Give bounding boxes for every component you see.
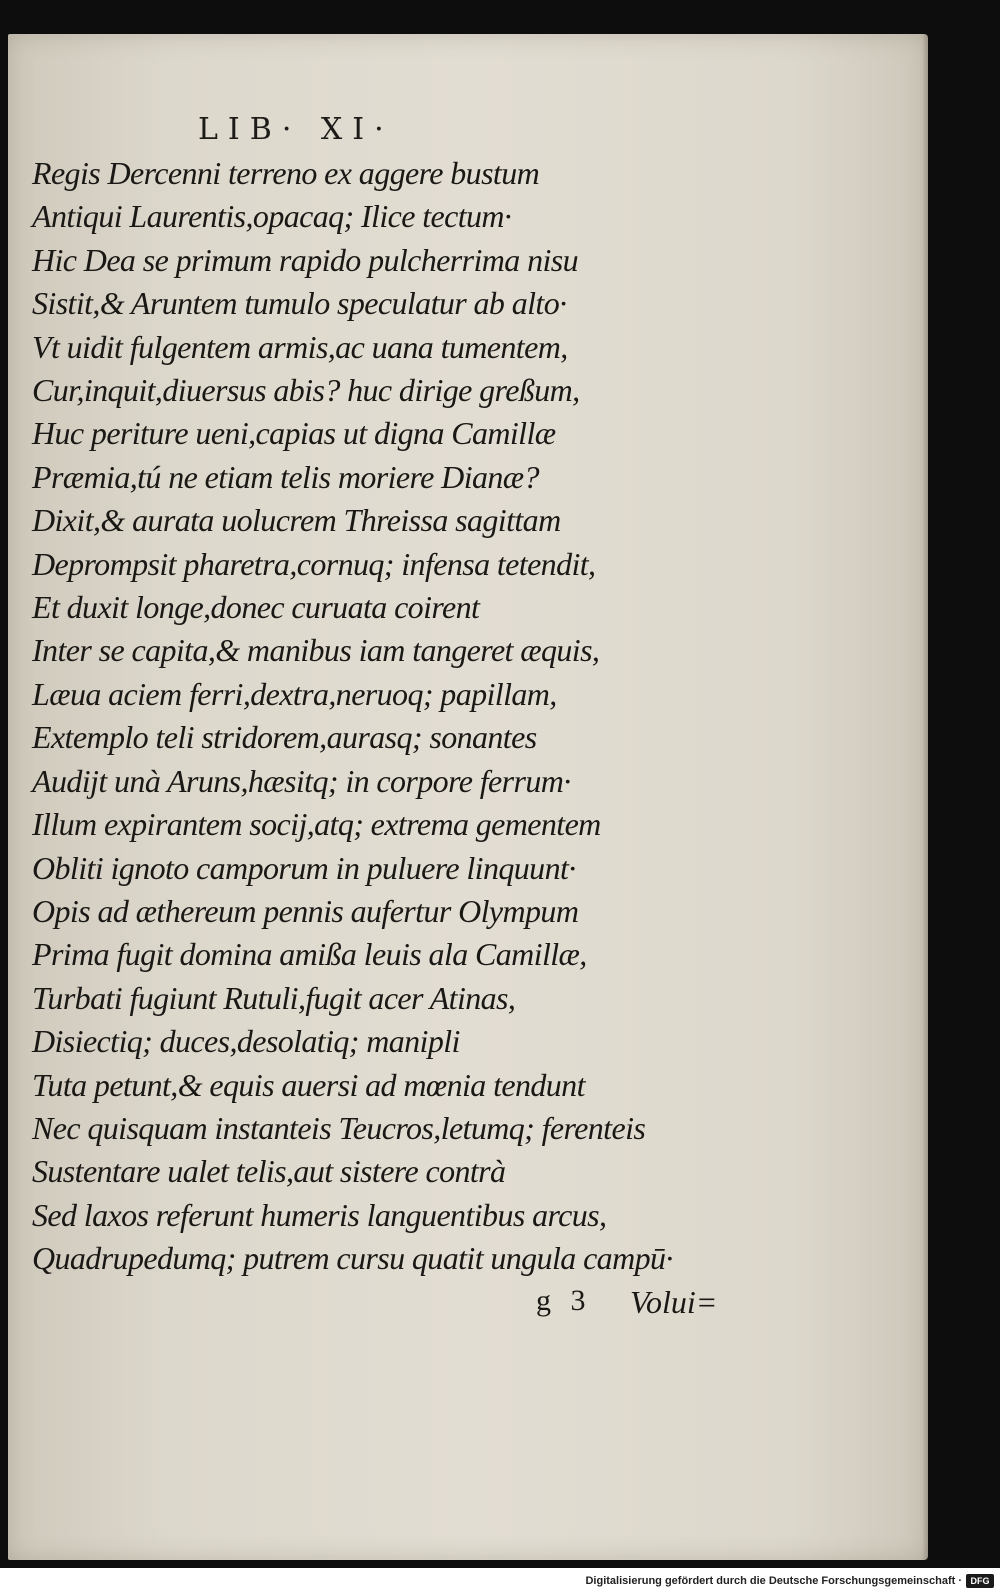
- verse-line: Hic Dea se primum rapido pulcherrima nisu: [32, 241, 579, 278]
- funding-credit: Digitalisierung gefördert durch die Deutsche Forschungsgemeinschaft ·: [585, 1575, 962, 1587]
- verse-block: [32, 152, 752, 1281]
- dfg-logo-icon: DFG: [966, 1574, 994, 1588]
- verse-line: Disiectiq; duces,desolatiq; manipli: [32, 1023, 460, 1060]
- verse-line: Turbati fugiunt Rutuli,fugit acer Atinas,: [32, 979, 516, 1016]
- verse-line: Opis ad æthereum pennis aufertur Olympum: [32, 892, 579, 929]
- verse-line: Regis Dercenni terreno ex aggere bustum: [32, 155, 540, 191]
- verse-line: Audijt unà Aruns,hæsitq; in corpore ferrum·: [32, 762, 571, 799]
- book-page: [8, 34, 928, 1560]
- verse-line: Illum expirantem socij,atq; extrema gementem: [32, 806, 601, 843]
- verse-line: Præmia,tú ne etiam telis moriere Dianæ?: [32, 458, 539, 495]
- verse-line: Dixit,& aurata uolucrem Threissa sagittam: [32, 502, 561, 539]
- verse-line: Extemplo teli stridorem,aurasq; sonantes: [32, 719, 537, 756]
- verse-line: Læua aciem ferri,dextra,neruoq; papillam,: [32, 675, 557, 712]
- signature-mark: g 3: [536, 1284, 592, 1317]
- verse-line: Nec quisquam instanteis Teucros,letumq; ferenteis: [32, 1109, 646, 1146]
- verse-line: Et duxit longe,donec curuata coirent: [32, 589, 480, 626]
- verse-line: Cur,inquit,diuersus abis? huc dirige greßum,: [32, 372, 580, 409]
- verse-line: Sed laxos referunt humeris languentibus arcus,: [32, 1196, 607, 1233]
- verse-line: Obliti ignoto camporum in puluere linquunt·: [32, 849, 576, 886]
- verse-line: Antiqui Laurentis,opacaq; Ilice tectum·: [32, 198, 512, 235]
- verse-line: Tuta petunt,& equis auersi ad mœnia tendunt: [32, 1066, 585, 1103]
- verse-line: Huc periture ueni,capias ut digna Camillæ: [32, 415, 556, 452]
- verse-line: Sustentare ualet telis,aut sistere contrà: [32, 1153, 506, 1190]
- catchword: Volui=: [630, 1284, 718, 1320]
- verse-line: Quadrupedumq; putrem cursu quatit ungula campū·: [32, 1240, 673, 1277]
- verse-line: Deprompsit pharetra,cornuq; infensa tetendit,: [32, 545, 596, 582]
- credit-bar: [0, 1568, 1000, 1595]
- verse-line: Sistit,& Aruntem tumulo speculatur ab alto·: [32, 285, 567, 322]
- verse-line: Vt uidit fulgentem armis,ac uana tumentem,: [32, 328, 568, 365]
- running-head: LIB· XI·: [198, 112, 394, 147]
- page-footer: [8, 1284, 928, 1328]
- page-edge-shadow: [922, 34, 928, 1560]
- verse-line: Prima fugit domina amißa leuis ala Camillæ,: [32, 936, 587, 973]
- verse-line: Inter se capita,& manibus iam tangeret æquis,: [32, 632, 600, 669]
